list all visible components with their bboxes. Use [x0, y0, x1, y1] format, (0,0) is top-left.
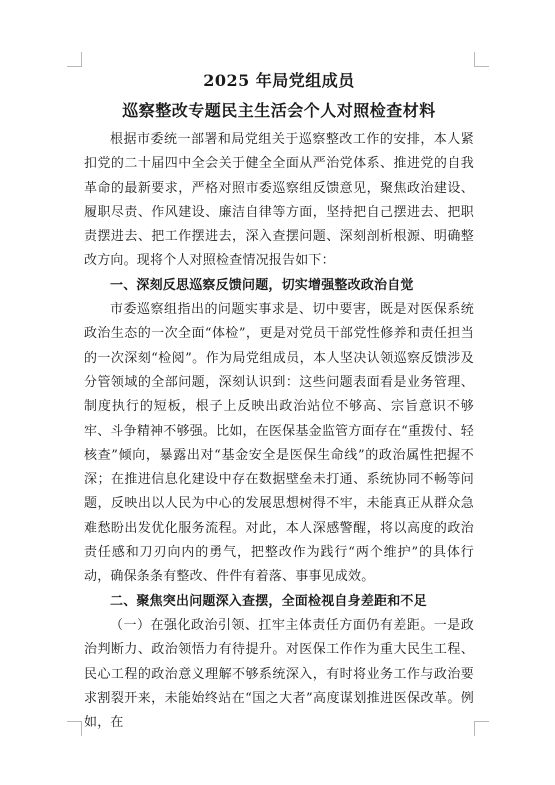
document-title-line-1: 2025 年局党组成员	[203, 71, 355, 90]
intro-paragraph: 根据市委统一部署和局党组关于巡察整改工作的安排，本人紧扣党的二十届四中全会关于健全全面从严治党体系、推进党的自我革命的最新要求，严格对照市委巡察组反馈意见，聚焦政治建设、履职尽责、作风建设、廉洁自律等方面，坚持把自己摆进去、把职责摆进去、把工作摆进去，深入查摆问题、深刻剖析根源、明确整改方向。现将个人对照检查情况报告如下：	[84, 132, 474, 269]
section-2-heading: 二、聚焦突出问题深入查摆，全面检视自身差距和不足	[110, 593, 427, 609]
document-body	[84, 66, 474, 735]
section-1-paragraph: 市委巡察组指出的问题实事求是、切中要害，既是对医保系统政治生态的一次全面“体检”，更是对党员干部党性修养和责任担当的一次深刻“检阅”。作为局党组成员，本人坚决认领巡察反馈涉及分管领域的全部问题，深刻认识到：这些问题表面看是业务管理、制度执行的短板，根子上反映出政治站位不够高、宗旨意识不够牢、斗争精神不够强。比如，在医保基金监管方面存在“重拨付、轻核查”倾向，暴露出对“基金安全是医保生命线”的政治属性把握不深；在推进信息化建设中存在数据壁垒未打通、系统协同不畅等问题，反映出以人民为中心的发展思想树得不牢，未能真正从群众急难愁盼出发优化服务流程。对此，本人深感警醒，将以高度的政治责任感和刀刃向内的勇气，把整改作为践行“两个维护”的具体行动，确保条条有整改、件件有着落、事事见成效。	[84, 302, 474, 585]
crop-mark-top-left	[67, 52, 82, 67]
crop-mark-top-right	[474, 52, 489, 67]
section-1-heading: 一、深刻反思巡察反馈问题，切实增强整改政治自觉	[110, 277, 414, 293]
crop-mark-bottom-right	[474, 721, 489, 736]
document-title-line-2: 巡察整改专题民主生活会个人对照检查材料	[122, 101, 436, 120]
section-2-paragraph: （一）在强化政治引领、扛牢主体责任方面仍有差距。一是政治判断力、政治领悟力有待提升。对医保工作作为重大民生工程、民心工程的政治意义理解不够系统深入，有时将业务工作与政治要求割裂开来，未能始终站在“国之大者”高度谋划推进医保改革。例如，在	[84, 617, 474, 731]
crop-mark-bottom-left	[67, 721, 82, 736]
